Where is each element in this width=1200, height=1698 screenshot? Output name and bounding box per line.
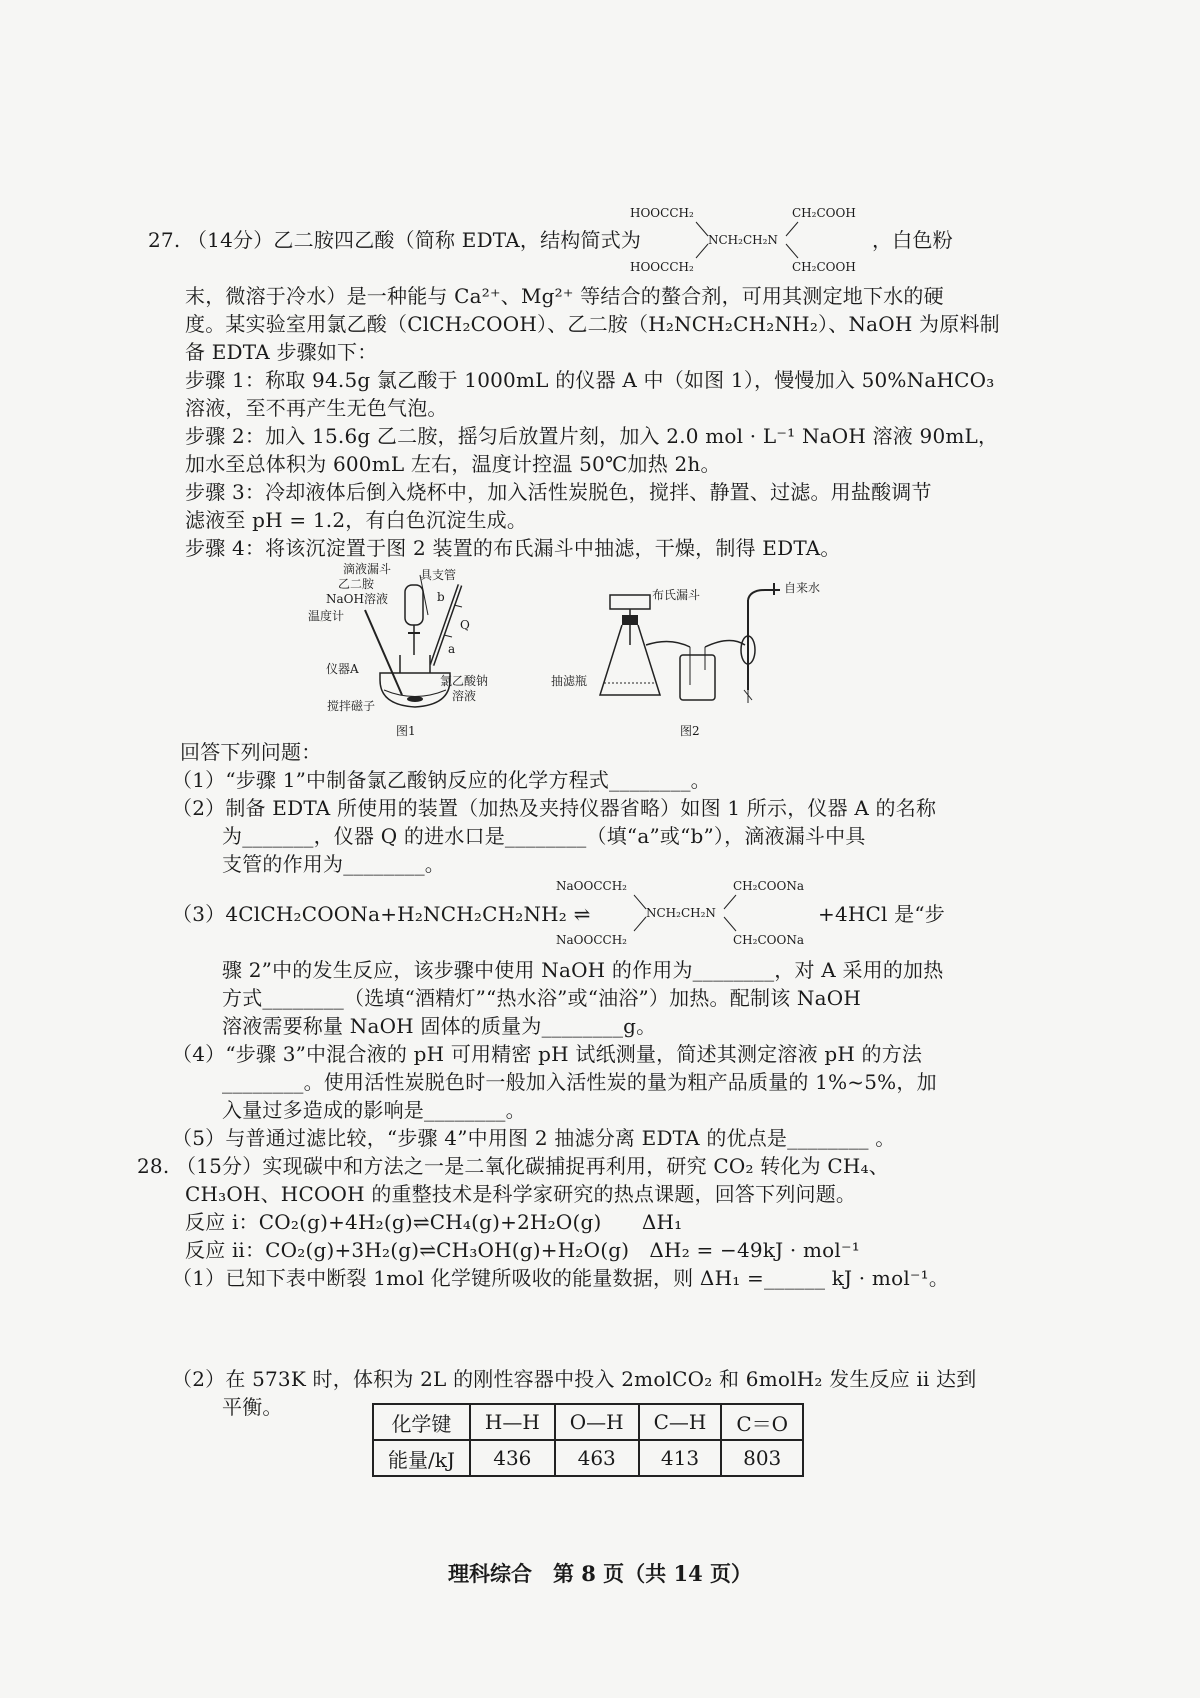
label-instrument-a: 仪器A bbox=[326, 662, 359, 676]
q27-part4-b: ________。使用活性炭脱色时一般加入活性炭的量为粗产品质量的 1%~5%，加 bbox=[222, 1070, 937, 1094]
q27-part5: （5）与普通过滤比较，“步骤 4”中用图 2 抽滤分离 EDTA 的优点是________ 。 bbox=[172, 1126, 896, 1150]
edta-bonds bbox=[690, 212, 810, 268]
q27-part3-b: 骤 2”中的发生反应，该步骤中使用 NaOH 的作用为________，对 A 采用的加热 bbox=[222, 958, 944, 982]
edta-bl: HOOCCH₂ bbox=[630, 260, 694, 274]
q28-part2-a: （2）在 573K 时，体积为 2L 的刚性容器中投入 2molCO₂ 和 6molH₂ 发生反应 ⅱ 达到 bbox=[172, 1367, 977, 1391]
q27-part3-equation-lhs: （3）4ClCH₂COONa+H₂NCH₂CH₂NH₂ ⇌ bbox=[172, 902, 591, 926]
label-buchner-funnel: 布氏漏斗 bbox=[652, 588, 701, 602]
na-tr: CH₂COONa bbox=[733, 879, 804, 893]
step2-a: 步骤 2：加入 15.6g 乙二胺，摇匀后放置片刻，加入 2.0 mol · L⁻¹ NaOH 溶液 90mL， bbox=[185, 424, 999, 448]
step4: 步骤 4：将该沉淀置于图 2 装置的布氏漏斗中抽滤，干燥，制得 EDTA。 bbox=[185, 536, 841, 560]
q27-part2-a: （2）制备 EDTA 所使用的装置（加热及夹持仪器省略）如图 1 所示，仪器 A 的名称 bbox=[172, 796, 937, 820]
edta-br: CH₂COOH bbox=[792, 260, 856, 274]
label-q: Q bbox=[460, 618, 470, 632]
table-cell: 能量/kJ bbox=[373, 1440, 470, 1476]
table-row bbox=[373, 1404, 803, 1440]
q27-part1: （1）“步骤 1”中制备氯乙酸钠反应的化学方程式________。 bbox=[172, 768, 711, 792]
table-cell: O—H bbox=[555, 1404, 639, 1440]
table-cell: 803 bbox=[721, 1440, 803, 1476]
table-cell: C—H bbox=[639, 1404, 722, 1440]
q28-line2: CH₃OH、HCOOH 的重整技术是科学家研究的热点课题，回答下列问题。 bbox=[185, 1182, 857, 1206]
reaction-ii: 反应 ⅱ：CO₂(g)+3H₂(g)⇌CH₃OH(g)+H₂O(g) ΔH₂ = −49kJ · mol⁻¹ bbox=[185, 1238, 860, 1262]
label-thermometer: 温度计 bbox=[308, 609, 345, 623]
table-row bbox=[373, 1440, 803, 1476]
table-cell: 化学键 bbox=[373, 1404, 470, 1440]
q28-line1: 28. （15分）实现碳中和方法之一是二氧化碳捕捉再利用，研究 CO₂ 转化为 CH₄、 bbox=[137, 1154, 889, 1178]
label-solution: 溶液 bbox=[452, 689, 477, 703]
q28-part1: （1）已知下表中断裂 1mol 化学键所吸收的能量数据，则 ΔH₁ =______ kJ · mol⁻¹。 bbox=[172, 1266, 950, 1290]
edta-mid: NCH₂CH₂N bbox=[708, 233, 778, 247]
step2-b: 加水至总体积为 600mL 左右，温度计控温 50℃加热 2h。 bbox=[185, 452, 721, 476]
q27-line4: 备 EDTA 步骤如下： bbox=[185, 340, 378, 364]
step3-b: 滤液至 pH = 1.2，有白色沉淀生成。 bbox=[185, 508, 528, 532]
edta-tl: HOOCCH₂ bbox=[630, 206, 694, 220]
table-cell: 413 bbox=[639, 1440, 722, 1476]
q27-line1-tail: ，白色粉 bbox=[872, 228, 953, 252]
q27-part2-c: 支管的作用为________。 bbox=[222, 852, 445, 876]
edta-tr: CH₂COOH bbox=[792, 206, 856, 220]
bond-energy-table bbox=[372, 1403, 804, 1477]
step1-a: 步骤 1：称取 94.5g 氯乙酸于 1000mL 的仪器 A 中（如图 1），慢慢加入 50%NaHCO₃ bbox=[185, 368, 995, 392]
q27-part3-c: 方式________（选填“酒精灯”“热水浴”或“油浴”）加热。配制该 NaOH bbox=[222, 986, 861, 1010]
na-bonds bbox=[628, 885, 748, 941]
figure-2-caption: 图2 bbox=[680, 724, 700, 738]
page-footer: 理科综合 第 8 页（共 14 页） bbox=[447, 1561, 753, 1586]
label-filter-flask: 抽滤瓶 bbox=[551, 674, 588, 688]
na-bl: NaOOCCH₂ bbox=[556, 933, 627, 947]
label-salt: 氯乙酸钠 bbox=[440, 674, 489, 688]
q27-line1: 27. （14分）乙二胺四乙酸（简称 EDTA，结构简式为 bbox=[148, 228, 642, 252]
label-tap-water: 自来水 bbox=[784, 581, 821, 595]
na-mid: NCH₂CH₂N bbox=[646, 906, 716, 920]
reaction-i: 反应 ⅰ：CO₂(g)+4H₂(g)⇌CH₄(g)+2H₂O(g) ΔH₁ bbox=[185, 1210, 683, 1234]
figure-1-caption: 图1 bbox=[396, 724, 416, 738]
q27-part4-c: 入量过多造成的影响是________。 bbox=[222, 1098, 526, 1122]
q27-part3-d: 溶液需要称量 NaOH 固体的质量为________g。 bbox=[222, 1014, 657, 1038]
step3-a: 步骤 3：冷却液体后倒入烧杯中，加入活性炭脱色，搅拌、静置、过滤。用盐酸调节 bbox=[185, 480, 932, 504]
na-br: CH₂COONa bbox=[733, 933, 804, 947]
answer-heading: 回答下列问题： bbox=[180, 740, 322, 764]
table-cell: C＝O bbox=[721, 1404, 803, 1440]
q28-part2-b: 平衡。 bbox=[222, 1395, 283, 1419]
na-tl: NaOOCCH₂ bbox=[556, 879, 627, 893]
label-ethylenediamine: 乙二胺 bbox=[338, 577, 375, 591]
q27-line2: 末，微溶于冷水）是一种能与 Ca²⁺、Mg²⁺ 等结合的螯合剂，可用其测定地下水的硬 bbox=[185, 284, 944, 308]
q27-part4-a: （4）“步骤 3”中混合液的 pH 可用精密 pH 试纸测量，简述其测定溶液 pH 的方法 bbox=[172, 1042, 923, 1066]
label-side-tube: 具支管 bbox=[420, 568, 457, 582]
label-b: b bbox=[437, 590, 445, 604]
label-dropping-funnel: 滴液漏斗 bbox=[343, 562, 392, 576]
q27-part2-b: 为_______，仪器 Q 的进水口是________（填“a”或“b”），滴液漏斗中具 bbox=[222, 824, 866, 848]
label-stirrer: 搅拌磁子 bbox=[327, 699, 376, 713]
q27-line3: 度。某实验室用氯乙酸（ClCH₂COOH）、乙二胺（H₂NCH₂CH₂NH₂）、NaOH 为原料制 bbox=[185, 312, 1000, 336]
label-naoh: NaOH溶液 bbox=[326, 592, 388, 606]
q27-part3-equation-rhs: +4HCl 是“步 bbox=[818, 902, 946, 926]
table-cell: 463 bbox=[555, 1440, 639, 1476]
label-a: a bbox=[448, 642, 456, 656]
step1-b: 溶液，至不再产生无色气泡。 bbox=[185, 396, 448, 420]
table-cell: 436 bbox=[470, 1440, 555, 1476]
table-cell: H—H bbox=[470, 1404, 555, 1440]
